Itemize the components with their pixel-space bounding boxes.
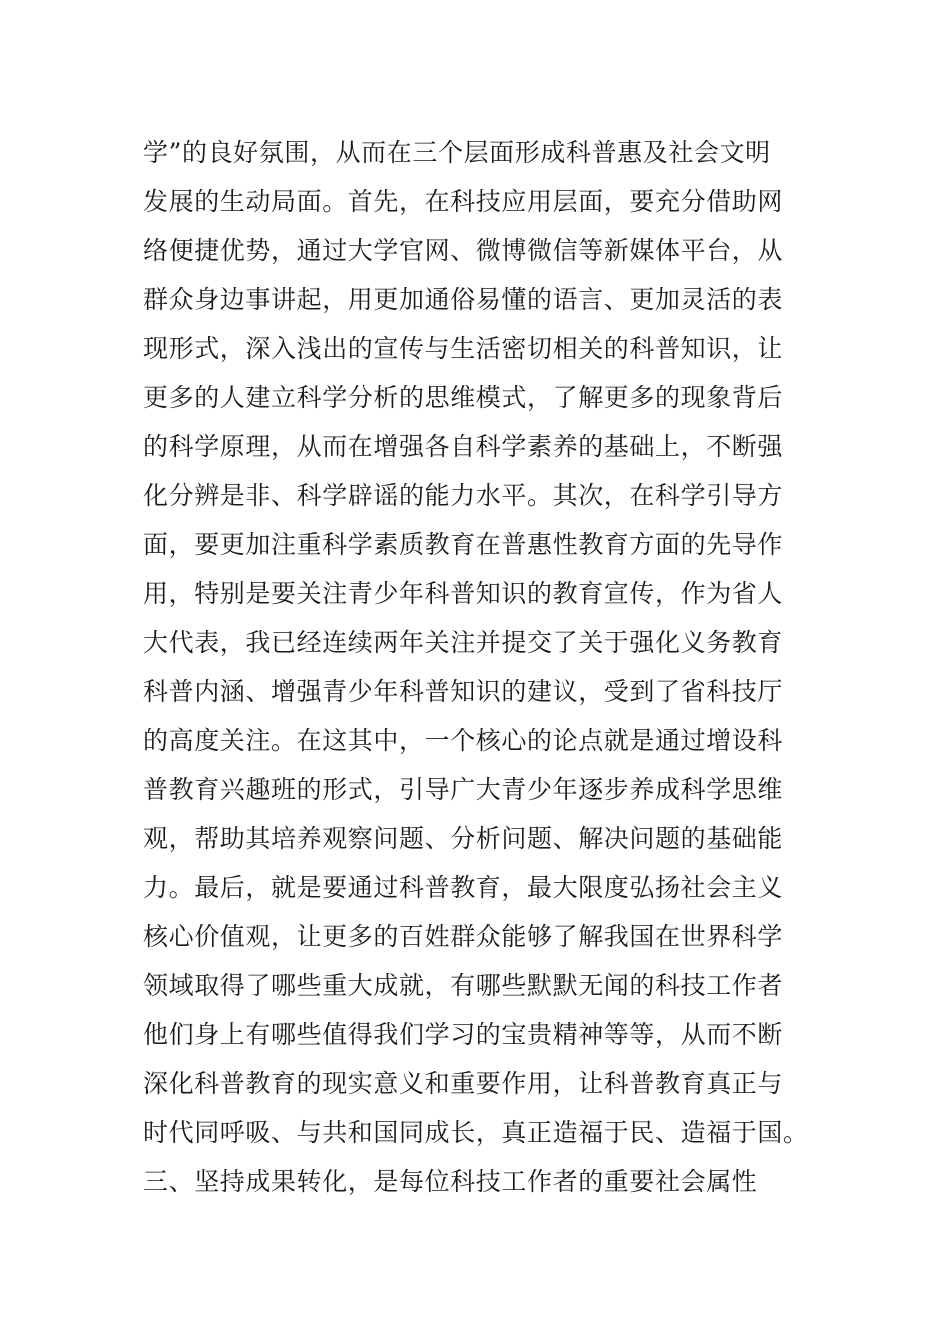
text-line: 观，帮助其培养观察问题、分析问题、解决问题的基础能 xyxy=(143,824,784,853)
text-line: 群众身边事讲起，用更加通俗易懂的语言、更加灵活的表 xyxy=(143,285,784,314)
text-line: 学”的良好氛围，从而在三个层面形成科普惠及社会文明 xyxy=(143,138,771,167)
text-line: 时代同呼吸、与共和国同成长，真正造福于民、造福于国。 xyxy=(143,1118,809,1147)
text-line: 络便捷优势，通过大学官网、微博微信等新媒体平台，从 xyxy=(143,236,784,265)
text-line: 力。最后，就是要通过科普教育，最大限度弘扬社会主义 xyxy=(143,873,784,902)
text-line: 他们身上有哪些值得我们学习的宝贵精神等等，从而不断 xyxy=(143,1020,784,1049)
text-line: 深化科普教育的现实意义和重要作用，让科普教育真正与 xyxy=(143,1069,784,1098)
text-line: 的高度关注。在这其中，一个核心的论点就是通过增设科 xyxy=(143,726,784,755)
text-line: 化分辨是非、科学辟谣的能力水平。其次，在科学引导方 xyxy=(143,481,784,510)
text-line: 的科学原理，从而在增强各自科学素养的基础上，不断强 xyxy=(143,432,784,461)
text-line: 领域取得了哪些重大成就，有哪些默默无闻的科技工作者 xyxy=(143,971,784,1000)
text-line: 更多的人建立科学分析的思维模式，了解更多的现象背后 xyxy=(143,383,784,412)
body-text xyxy=(143,128,813,1206)
text-line: 科普内涵、增强青少年科普知识的建议，受到了省科技厅 xyxy=(143,677,784,706)
text-line: 发展的生动局面。首先，在科技应用层面，要充分借助网 xyxy=(143,187,784,216)
text-line: 大代表，我已经连续两年关注并提交了关于强化义务教育 xyxy=(143,628,784,657)
text-line: 用，特别是要关注青少年科普知识的教育宣传，作为省人 xyxy=(143,579,784,608)
text-line: 面，要更加注重科学素质教育在普惠性教育方面的先导作 xyxy=(143,530,784,559)
text-line: 现形式，深入浅出的宣传与生活密切相关的科普知识，让 xyxy=(143,334,784,363)
text-line: 普教育兴趣班的形式，引导广大青少年逐步养成科学思维 xyxy=(143,775,784,804)
section-heading: 三、坚持成果转化，是每位科技工作者的重要社会属性 xyxy=(143,1167,758,1196)
text-line: 核心价值观，让更多的百姓群众能够了解我国在世界科学 xyxy=(143,922,784,951)
